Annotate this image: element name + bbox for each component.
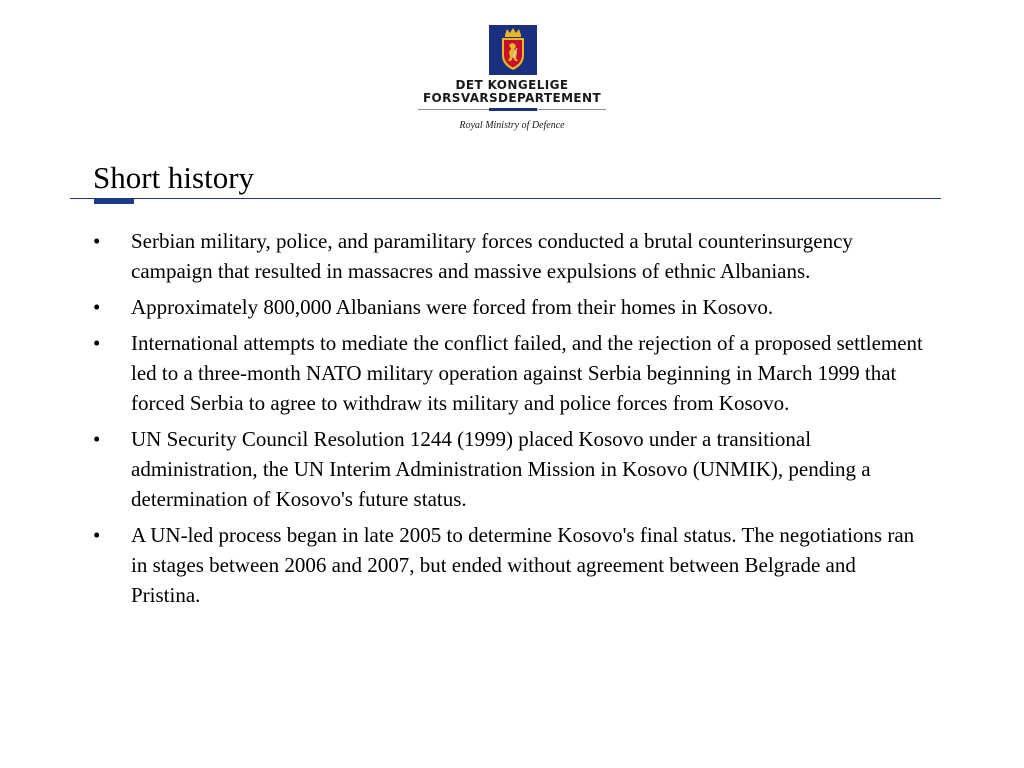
title-divider: [70, 198, 941, 199]
logo-subtitle: Royal Ministry of Defence: [459, 120, 565, 131]
bullet-marker: •: [93, 523, 101, 547]
logo-divider-accent: [489, 108, 537, 111]
title-divider-accent: [94, 198, 134, 204]
bullet-text: UN Security Council Resolution 1244 (1999) placed Kosovo under a transitional administration, the UN Interim Administration Mission in Kosovo (UNMIK), pending a determination of Kosovo's future status.: [131, 427, 871, 511]
ministry-logo: [404, 22, 620, 136]
list-item: [93, 424, 925, 514]
bullet-text: A UN-led process began in late 2005 to determine Kosovo's final status. The negotiations ran in stages between 2006 and 2007, but ended without agreement between Belgrade and Pristina.: [131, 523, 915, 607]
logo-name-line1: DET KONGELIGE: [455, 78, 569, 92]
list-item: [93, 292, 925, 322]
slide-title: Short history: [93, 160, 255, 195]
list-item: [93, 226, 925, 286]
crest-graphic: [489, 25, 537, 75]
bullet-list: [93, 226, 925, 616]
bullet-text: International attempts to mediate the conflict failed, and the rejection of a proposed settlement led to a three-month NATO military operation against Serbia beginning in March 1999 that forced Serbia to agree to withdraw its military and police forces from Kosovo.: [131, 331, 923, 415]
royal-crest-icon: [489, 25, 537, 75]
list-item: [93, 520, 925, 610]
bullet-marker: •: [93, 229, 101, 253]
list-item: [93, 328, 925, 418]
bullet-text: Serbian military, police, and paramilitary forces conducted a brutal counterinsurgency campaign that resulted in massacres and massive expulsions of ethnic Albanians.: [131, 229, 853, 283]
bullet-marker: •: [93, 331, 101, 355]
logo-name-line2: FORSVARSDEPARTEMENT: [422, 91, 602, 105]
bullet-text: Approximately 800,000 Albanians were forced from their homes in Kosovo.: [131, 295, 774, 319]
bullet-marker: •: [93, 295, 101, 319]
bullet-marker: •: [93, 427, 101, 451]
